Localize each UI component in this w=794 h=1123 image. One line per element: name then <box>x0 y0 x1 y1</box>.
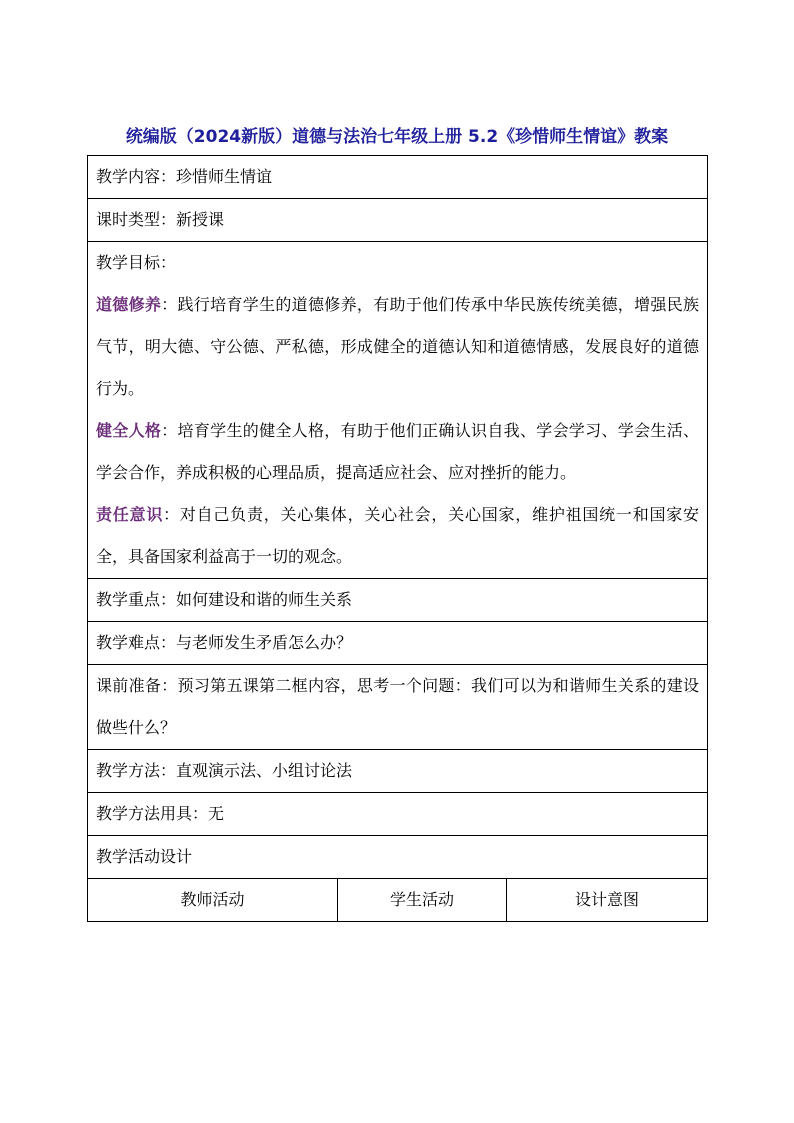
objective-morality-text: ：践行培育学生的道德修养，有助于他们传承中华民族传统美德，增强民族气节，明大德、守公德、严私德，形成健全的道德认知和道德情感，发展良好的道德行为。 <box>96 295 700 398</box>
difficulty-cell: 教学难点：与老师发生矛盾怎么办？ <box>88 622 708 665</box>
objective-morality <box>96 284 699 410</box>
table-row <box>88 665 708 750</box>
objective-responsibility <box>96 494 699 578</box>
table-row <box>88 622 708 665</box>
column-header-intent: 设计意图 <box>507 879 708 922</box>
method-cell: 教学方法：直观演示法、小组讨论法 <box>88 750 708 793</box>
table-row <box>88 199 708 242</box>
objectives-cell <box>88 242 708 579</box>
objective-responsibility-text: ：对自己负责，关心集体，关心社会，关心国家，维护祖国统一和国家安全，具备国家利益高于一切的观念。 <box>96 505 700 566</box>
activity-design-cell: 教学活动设计 <box>88 836 708 879</box>
column-header-student: 学生活动 <box>338 879 507 922</box>
column-header-teacher: 教师活动 <box>88 879 338 922</box>
objective-morality-label: 道德修养 <box>96 295 162 314</box>
table-row <box>88 579 708 622</box>
document-title: 统编版（2024新版）道德与法治七年级上册 5.2《珍惜师生情谊》教案 <box>125 127 669 147</box>
lesson-plan-table <box>87 155 708 922</box>
objective-personality <box>96 410 699 494</box>
table-row <box>88 156 708 199</box>
table-row <box>88 750 708 793</box>
objective-personality-text: ：培育学生的健全人格，有助于他们正确认识自我、学会学习、学会生活、学会合作，养成积极的心理品质，提高适应社会、应对挫折的能力。 <box>96 421 700 482</box>
teaching-content-cell: 教学内容：珍惜师生情谊 <box>88 156 708 199</box>
table-header-row <box>88 879 708 922</box>
key-point-cell: 教学重点：如何建设和谐的师生关系 <box>88 579 708 622</box>
lesson-type-cell: 课时类型：新授课 <box>88 199 708 242</box>
objectives-heading: 教学目标： <box>96 253 177 272</box>
objective-personality-label: 健全人格 <box>96 421 162 440</box>
tools-cell: 教学方法用具：无 <box>88 793 708 836</box>
objective-responsibility-label: 责任意识 <box>96 505 164 524</box>
table-row <box>88 793 708 836</box>
table-row <box>88 242 708 579</box>
preparation-cell: 课前准备：预习第五课第二框内容，思考一个问题：我们可以为和谐师生关系的建设做些什么？ <box>88 665 708 750</box>
table-row <box>88 836 708 879</box>
